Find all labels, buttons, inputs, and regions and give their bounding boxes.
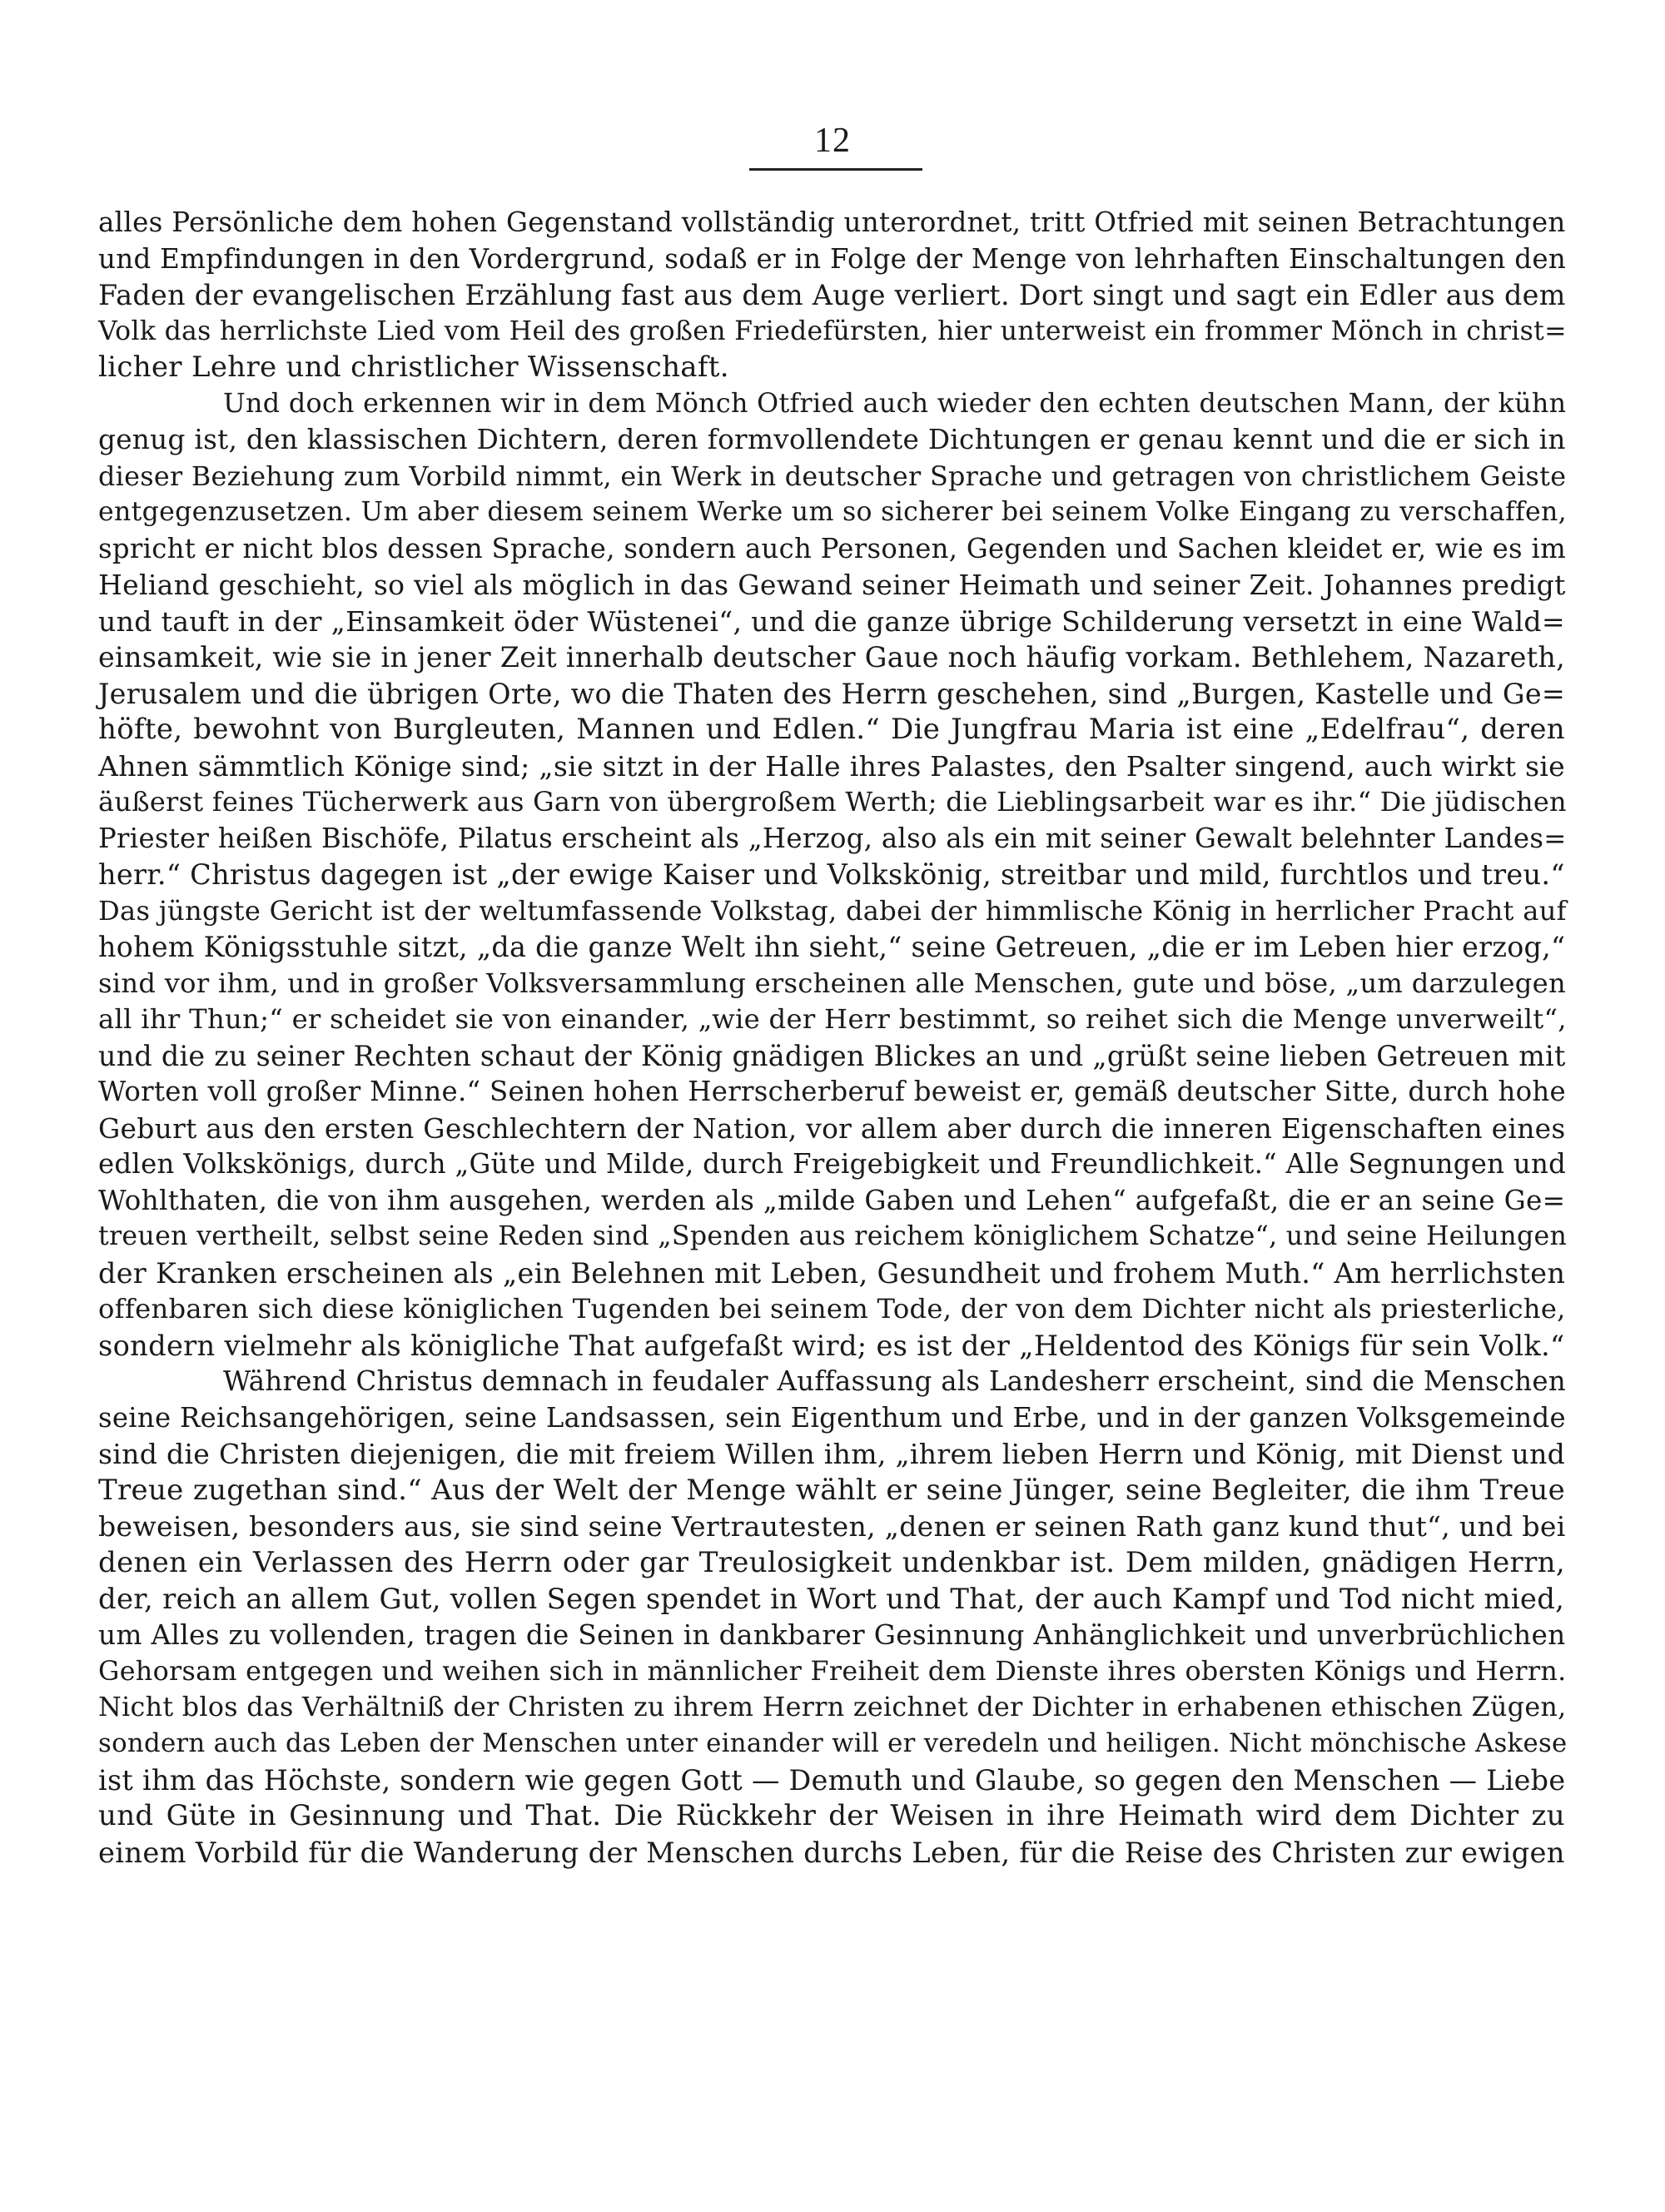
body-text bbox=[98, 205, 1568, 1871]
text-line: sondern auch das Leben der Menschen unter einander will er veredeln und heiligen. Nicht mönchische Askese bbox=[98, 1728, 1568, 1758]
text-line: sind vor ihm, und in großer Volksversammlung erscheinen alle Menschen, gute und böse, „um darzulegen bbox=[98, 967, 1566, 999]
text-line: seine Reichsangehörigen, seine Landsassen, sein Eigenthum und Erbe, und in der ganzen Volksgemeinde bbox=[98, 1401, 1566, 1434]
text-line: höfte, bewohnt von Burgleuten, Mannen und Edlen.“ Die Jungfrau Maria ist eine „Edelfrau“, deren bbox=[98, 713, 1565, 746]
text-line: ist ihm das Höchste, sondern wie gegen Gott — Demuth und Glaube, so gegen den Menschen — Liebe bbox=[98, 1763, 1566, 1797]
text-line: der, reich an allem Gut, vollen Segen spendet in Wort und That, der auch Kampf und Tod nicht mied, bbox=[98, 1583, 1565, 1615]
text-line: dieser Beziehung zum Vorbild nimmt, ein Werk in deutscher Sprache und getragen von christlichem Geiste bbox=[98, 460, 1567, 492]
text-line: Treue zugethan sind.“ Aus der Welt der Menge wählt er seine Jünger, seine Begleiter, die ihm Treue bbox=[98, 1473, 1566, 1507]
text-line: Worten voll großer Minne.“ Seinen hohen Herrscherberuf beweist er, gemäß deutscher Sitte, durch hohe bbox=[98, 1076, 1567, 1107]
text-line: und tauft in der „Einsamkeit öder Wüstenei“, und die ganze übrige Schilderung versetzt in eine Wald= bbox=[98, 604, 1565, 638]
text-line: Wohlthaten, die von ihm ausgehen, werden als „milde Gaben und Lehen“ aufgefaßt, die er an seine Ge= bbox=[98, 1184, 1566, 1216]
paragraph-start-line: Während Christus demnach in feudaler Auffassung als Landesherr erscheint, sind die Menschen bbox=[223, 1365, 1567, 1397]
text-line: äußerst feines Tücherwerk aus Garn von übergroßem Werth; die Lieblingsarbeit war es ihr.“ Die jüdischen bbox=[98, 786, 1567, 818]
text-line: Gehorsam entgegen und weihen sich in männlicher Freiheit dem Dienste ihres obersten Königs und Herrn. bbox=[98, 1656, 1567, 1687]
text-line: all ihr Thun;“ er scheidet sie von einander, „wie der Herr bestimmt, so reihet sich die Menge unverweilt“, bbox=[98, 1003, 1567, 1035]
text-line: und die zu seiner Rechten schaut der König gnädigen Blickes an und „grüßt seine lieben Getreuen mit bbox=[98, 1039, 1566, 1072]
text-line: und Empfindungen in den Vordergrund, sodaß er in Folge der Menge von lehrhaften Einschaltungen den bbox=[98, 242, 1567, 275]
text-line: Geburt aus den ersten Geschlechtern der Nation, vor allem aber durch die inneren Eigenschaften eines bbox=[98, 1111, 1566, 1145]
text-line: herr.“ Christus dagegen ist „der ewige Kaiser und Volkskönig, streitbar und mild, furchtlos und treu.“ bbox=[98, 858, 1565, 891]
text-line: sondern vielmehr als königliche That aufgefaßt wird; es ist der „Heldentod des Königs für sein Volk.“ bbox=[98, 1329, 1565, 1362]
text-line: licher Lehre und christlicher Wissenschaft. bbox=[98, 350, 729, 384]
text-line: einem Vorbild für die Wanderung der Menschen durchs Leben, für die Reise des Christen zur ewigen bbox=[98, 1836, 1565, 1869]
text-line: treuen vertheilt, selbst seine Reden sind „Spenden aus reichem königlichem Schatze“, und seine Heilungen bbox=[98, 1221, 1568, 1251]
text-line: denen ein Verlassen des Herrn oder gar Treulosigkeit undenkbar ist. Dem milden, gnädigen Herrn, bbox=[98, 1545, 1565, 1579]
text-line: Nicht blos das Verhältniß der Christen zu ihrem Herrn zeichnet der Dichter in erhabenen ethischen Zügen, bbox=[98, 1692, 1567, 1722]
text-line: und Güte in Gesinnung und That. Die Rückkehr der Weisen in ihre Heimath wird dem Dichter zu bbox=[98, 1799, 1565, 1832]
text-line: edlen Volkskönigs, durch „Güte und Milde, durch Freigebigkeit und Freundlichkeit.“ Alle Segnungen und bbox=[98, 1148, 1567, 1180]
text-line: der Kranken erscheinen als „ein Belehnen mit Leben, Gesundheit und frohem Muth.“ Am herrlichsten bbox=[98, 1256, 1566, 1290]
text-line: Jerusalem und die übrigen Orte, wo die Thaten des Herrn geschehen, sind „Burgen, Kastelle und Ge= bbox=[98, 677, 1566, 710]
text-line: spricht er nicht blos dessen Sprache, sondern auch Personen, Gegenden und Sachen kleidet er, wie es im bbox=[98, 532, 1567, 564]
text-line: Heliand geschieht, so viel als möglich in das Gewand seiner Heimath und seiner Zeit. Johannes predigt bbox=[98, 569, 1566, 601]
text-line: genug ist, den klassischen Dichtern, deren formvollendete Dichtungen er genau kennt und die er sich in bbox=[98, 424, 1566, 455]
text-line: Faden der evangelischen Erzählung fast aus dem Auge verliert. Dort singt und sagt ein Edler aus dem bbox=[98, 279, 1566, 311]
text-line: beweisen, besonders aus, sie sind seine Vertrautesten, „denen er seinen Rath ganz kund thut“, und bei bbox=[98, 1510, 1566, 1543]
text-line: um Alles zu vollenden, tragen die Seinen in dankbarer Gesinnung Anhänglichkeit und unverbrüchlichen bbox=[98, 1618, 1566, 1651]
text-line: Das jüngste Gericht ist der weltumfassende Volkstag, dabei der himmlische König in herrlicher Pracht auf bbox=[98, 894, 1567, 927]
text-line: alles Persönliche dem hohen Gegenstand vollständig unterordnet, tritt Otfried mit seinen Betrachtungen bbox=[98, 206, 1566, 238]
text-line: hohem Königsstuhle sitzt, „da die ganze Welt ihn sieht,“ seine Getreuen, „die er im Leben hier erzog,“ bbox=[98, 931, 1566, 963]
text-line: entgegenzusetzen. Um aber diesem seinem Werke um so sicherer bei seinem Volke Eingang zu verschaffen, bbox=[98, 497, 1567, 527]
text-line: offenbaren sich diese königlichen Tugenden bei seinem Tode, der von dem Dichter nicht als priesterliche, bbox=[98, 1293, 1566, 1325]
paragraph-start-line: Und doch erkennen wir in dem Mönch Otfried auch wieder den echten deutschen Mann, der kühn bbox=[223, 388, 1567, 419]
text-line: einsamkeit, wie sie in jener Zeit innerhalb deutscher Gaue noch häufig vorkam. Bethlehem, Nazareth, bbox=[98, 641, 1566, 674]
text-line: sind die Christen diejenigen, die mit freiem Willen ihm, „ihrem lieben Herrn und König, mit Dienst und bbox=[98, 1438, 1566, 1470]
page-number-rule bbox=[749, 168, 922, 171]
text-line: Volk das herrlichste Lied vom Heil des großen Friedefürsten, hier unterweist ein frommer Mönch in christ= bbox=[98, 316, 1567, 346]
text-line: Priester heißen Bischöfe, Pilatus erscheint als „Herzog, also als ein mit seiner Gewalt belehnter Landes= bbox=[98, 822, 1567, 854]
page-number: 12 bbox=[814, 122, 851, 160]
text-line: Ahnen sämmtlich Könige sind; „sie sitzt in der Halle ihres Palastes, den Psalter singend, auch wirkt sie bbox=[98, 749, 1566, 783]
